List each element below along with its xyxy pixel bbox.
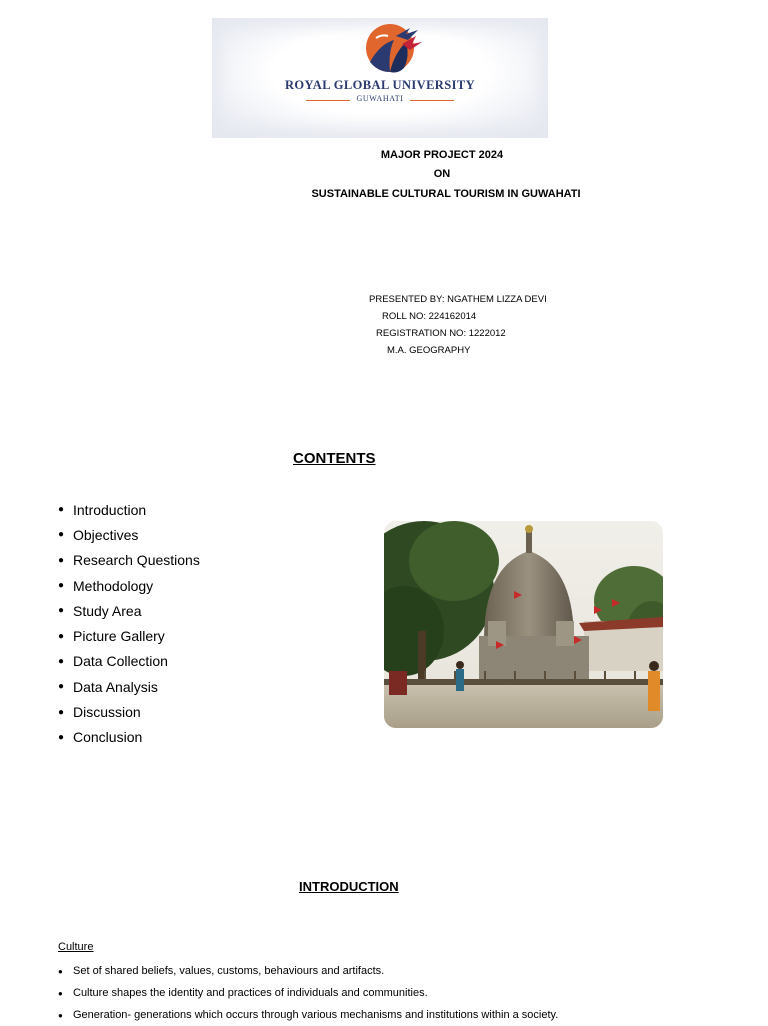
bullet-icon: ● [58,706,65,718]
contents-item-label: Conclusion [73,729,143,746]
course-name: M.A. GEOGRAPHY [387,345,471,356]
introduction-heading: INTRODUCTION [299,879,399,894]
contents-item-label: Study Area [73,602,142,619]
contents-item [58,573,200,598]
roll-number: ROLL NO: 224162014 [382,311,477,322]
culture-subheading: Culture [58,941,94,953]
presented-by: PRESENTED BY: NGATHEM LIZZA DEVI [369,294,547,305]
university-emblem-icon [360,22,424,80]
right-divider [410,100,454,101]
contents-list [58,497,200,750]
contents-item-label: Research Questions [73,552,200,569]
contents-item [58,497,200,522]
bullet-icon: ● [58,731,65,743]
university-city-row [296,94,464,106]
registration-number: REGISTRATION NO: 1222012 [376,328,506,339]
contents-item-label: Data Analysis [73,678,158,695]
temple-illustration [384,521,663,728]
contents-item [58,699,200,724]
bullet-icon: ● [58,988,63,998]
introduction-points [58,960,558,1026]
bullet-icon: ● [58,655,65,667]
list-item [58,1004,558,1026]
bullet-icon: ● [58,605,65,617]
contents-item [58,725,200,750]
project-title-line-1: MAJOR PROJECT 2024 [380,149,504,161]
university-city: GUWAHATI [356,94,404,103]
contents-item-label: Picture Gallery [73,628,165,645]
university-logo-banner [212,18,548,138]
list-item [58,960,558,982]
contents-item-label: Introduction [73,501,147,518]
university-name: ROYAL GLOBAL UNIVERSITY [284,78,476,92]
bullet-icon: ● [58,529,65,541]
list-item [58,982,558,1004]
bullet-icon: ● [58,504,65,516]
bullet-icon: ● [58,580,65,592]
project-title-line-3: SUSTAINABLE CULTURAL TOURISM IN GUWAHATI [311,188,581,200]
bullet-icon: ● [58,966,63,976]
contents-item [58,649,200,674]
temple-photo [384,521,663,728]
bullet-icon: ● [58,681,65,693]
contents-item [58,548,200,573]
bullet-icon: ● [58,1010,63,1020]
project-title-line-2: ON [433,168,451,180]
bullet-icon: ● [58,630,65,642]
point-text: Culture shapes the identity and practices of individuals and communities. [73,987,428,999]
contents-heading: CONTENTS [293,450,376,467]
contents-item-label: Objectives [73,526,139,543]
bullet-icon: ● [58,554,65,566]
contents-item [58,623,200,648]
contents-item [58,598,200,623]
contents-item [58,674,200,699]
point-text: Generation- generations which occurs through various mechanisms and institutions within a society. [73,1009,559,1021]
contents-item-label: Methodology [73,577,154,594]
point-text: Set of shared beliefs, values, customs, behaviours and artifacts. [73,965,385,977]
contents-item [58,522,200,547]
contents-item-label: Data Collection [73,653,168,670]
contents-item-label: Discussion [73,704,141,721]
